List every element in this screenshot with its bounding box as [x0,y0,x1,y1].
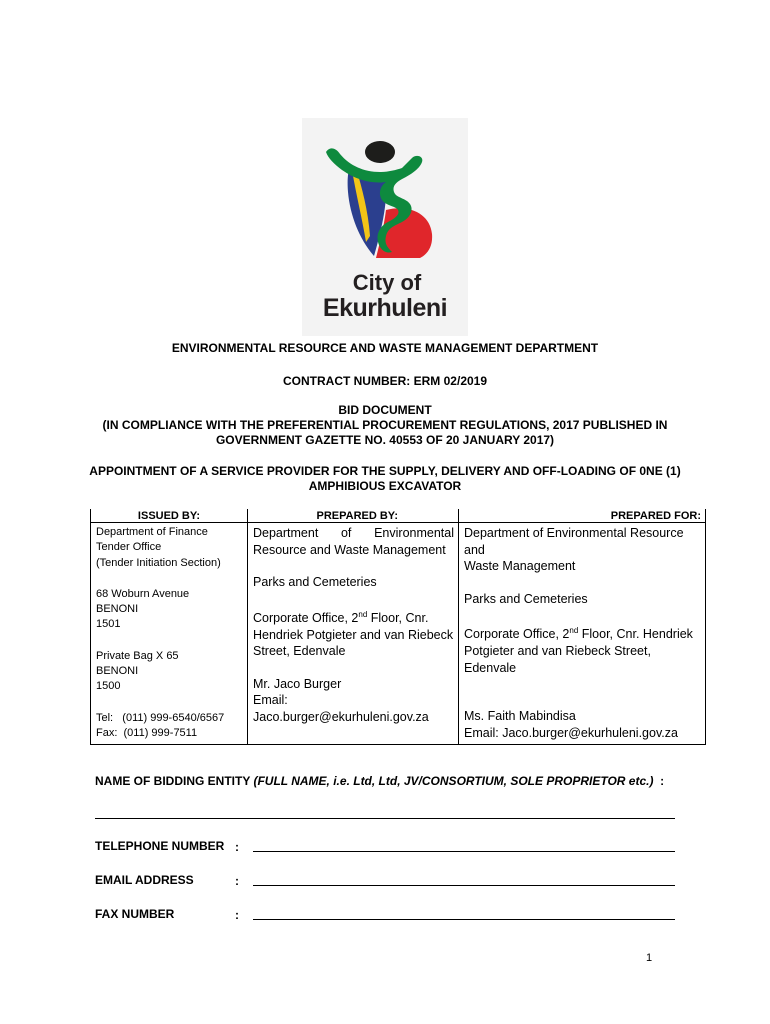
city-of-ekurhuleni-logo [302,118,468,336]
prepared-by-email-label: Email: [253,693,288,708]
bidding-entity-hint: (FULL NAME, i.e. Ltd, Ltd, JV/CONSORTIUM, SOLE PROPRIETOR etc.) [253,774,654,788]
contract-number: CONTRACT NUMBER: ERM 02/2019 [282,374,488,388]
prepared-by-office: Corporate Office, 2nd Floor, Cnr. [253,609,429,625]
telephone-number-input-line[interactable] [253,851,675,852]
prepared-for-header: PREPARED FOR: [459,509,706,523]
prepared-for-unit: Parks and Cemeteries [464,591,588,606]
email-address-input-line[interactable] [253,885,675,886]
prepared-by-header: PREPARED BY: [248,509,459,523]
prepared-by-unit: Parks and Cemeteries [253,575,377,590]
compliance-line-1: (IN COMPLIANCE WITH THE PREFERENTIAL PROCUREMENT REGULATIONS, 2017 PUBLISHED IN [102,418,668,432]
bidding-entity-input-line[interactable] [95,818,675,819]
prepared-by-department: Department of Environmental [253,526,454,540]
logo-text-city-of: City of [352,270,422,295]
logo-emblem-icon [302,118,468,268]
prepared-by-office: Hendriek Potgieter and van Riebeck [253,627,454,642]
compliance-line-2: GOVERNMENT GAZETTE NO. 40553 OF 20 JANUARY 2017) [215,433,555,447]
issuer-info-table [90,509,706,745]
department-heading: ENVIRONMENTAL RESOURCE AND WASTE MANAGEMENT DEPARTMENT [171,341,599,355]
logo-text-ekurhuleni: Ekurhuleni [322,294,448,322]
bid-document-title: BID DOCUMENT [338,403,432,417]
prepared-by-cell [248,523,459,745]
prepared-for-department: Department of Environmental Resource and [464,526,684,557]
prepared-by-office: Street, Edenvale [253,644,346,659]
issued-by-cell [91,523,248,745]
issuer-postal: BENONI [96,665,139,678]
issuer-address: 1501 [96,618,121,631]
telephone-number-label: TELEPHONE NUMBER [95,839,225,853]
prepared-for-department: Waste Management [464,559,576,574]
issuer-address: BENONI [96,603,139,616]
prepared-for-cell [459,523,706,745]
issuer-postal: 1500 [96,680,121,693]
issuer-line: Department of Finance [96,526,208,538]
issued-by-header: ISSUED BY: [91,509,248,523]
prepared-by-email[interactable]: Jaco.burger@ekurhuleni.gov.za [253,709,429,724]
issuer-line: Tender Office [96,541,162,554]
fax-colon: : [235,908,239,922]
prepared-for-email[interactable]: Email: Jaco.burger@ekurhuleni.gov.za [464,725,678,740]
issuer-telephone: Tel: (011) 999-6540/6567 [96,711,225,724]
prepared-for-contact: Ms. Faith Mabindisa [464,709,576,724]
prepared-by-department: Resource and Waste Management [253,542,446,557]
issuer-fax: Fax: (011) 999-7511 [96,726,198,739]
telephone-colon: : [235,840,239,854]
prepared-by-contact: Mr. Jaco Burger [253,676,342,691]
appointment-line-1: APPOINTMENT OF A SERVICE PROVIDER FOR THE SUPPLY, DELIVERY AND OFF-LOADING OF 0NE (1) [89,464,681,478]
page-number: 1 [646,952,653,964]
email-colon: : [235,874,239,888]
prepared-for-office: Corporate Office, 2nd Floor, Cnr. Hendriek [464,626,693,642]
issuer-address: 68 Woburn Avenue [96,587,190,600]
fax-number-input-line[interactable] [253,919,675,920]
issuer-line: (Tender Initiation Section) [96,556,221,569]
email-address-label: EMAIL ADDRESS [95,873,194,887]
bidding-entity-label: NAME OF BIDDING ENTITY (FULL NAME, i.e. Ltd, Ltd, JV/CONSORTIUM, SOLE PROPRIETOR etc.) : [95,774,665,788]
fax-number-label: FAX NUMBER [95,907,175,921]
appointment-line-2: AMPHIBIOUS EXCAVATOR [308,479,462,493]
prepared-for-office: Potgieter and van Riebeck Street, Edenvale [464,644,651,675]
issuer-postal: Private Bag X 65 [96,649,179,662]
